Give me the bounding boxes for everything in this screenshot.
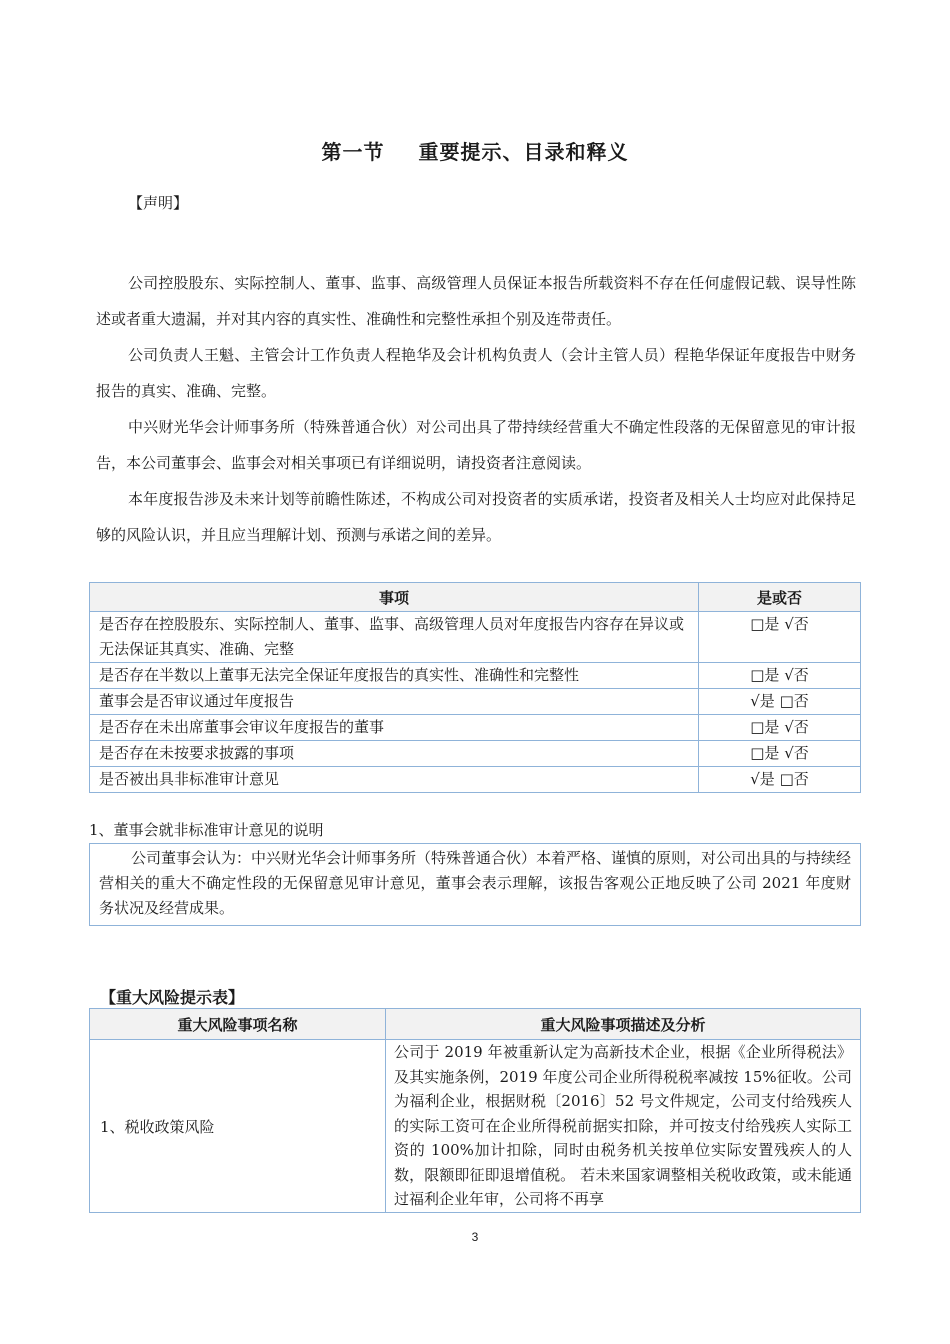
table-row	[90, 612, 861, 663]
row-answer: □是 √否	[699, 612, 861, 663]
risk-name: 1、税收政策风险	[90, 1040, 386, 1213]
risk-table	[89, 1008, 861, 1213]
matters-table	[89, 582, 861, 793]
paragraph-2: 公司负责人王魁、主管会计工作负责人程艳华及会计机构负责人（会计主管人员）程艳华保证年度报告中财务报告的真实、准确、完整。	[96, 346, 856, 400]
table-row	[90, 689, 861, 715]
header-answer: 是或否	[699, 583, 861, 612]
header-risk-name: 重大风险事项名称	[90, 1009, 386, 1040]
row-answer: □是 √否	[699, 715, 861, 741]
table-row	[90, 663, 861, 689]
page-number: 3	[471, 1230, 479, 1244]
paragraph-1: 公司控股股东、实际控制人、董事、监事、高级管理人员保证本报告所载资料不存在任何虚假记载、误导性陈述或者重大遗漏，并对其内容的真实性、准确性和完整性承担个别及连带责任。	[96, 274, 856, 328]
paragraph-4: 本年度报告涉及未来计划等前瞻性陈述，不构成公司对投资者的实质承诺，投资者及相关人士均应对此保持足够的风险认识，并且应当理解计划、预测与承诺之间的差异。	[96, 490, 856, 544]
row-item: 是否存在半数以上董事无法完全保证年度报告的真实性、准确性和完整性	[90, 663, 699, 689]
table-row	[90, 741, 861, 767]
table-header-row	[90, 583, 861, 612]
board-note-text: 公司董事会认为：中兴财光华会计师事务所（特殊普通合伙）本着严格、谨慎的原则，对公司出具的与持续经营相关的重大不确定性段的无保留意见审计意见，董事会表示理解，该报告客观公正地反映了公司 2021 年度财务状况及经营成果。	[89, 843, 861, 926]
declaration-label: 【声明】	[128, 194, 189, 212]
row-item: 是否存在控股股东、实际控制人、董事、监事、高级管理人员对年度报告内容存在异议或无法保证其真实、准确、完整	[90, 612, 699, 663]
row-answer: □是 √否	[699, 663, 861, 689]
paragraph-3: 中兴财光华会计师事务所（特殊普通合伙）对公司出具了带持续经营重大不确定性段落的无保留意见的审计报告，本公司董事会、监事会对相关事项已有详细说明，请投资者注意阅读。	[96, 418, 856, 472]
row-answer: √是 □否	[699, 767, 861, 793]
section-title	[0, 136, 950, 165]
section-name: 重要提示、目录和释义	[418, 140, 629, 164]
row-item: 董事会是否审议通过年度报告	[90, 689, 699, 715]
row-item: 是否存在未按要求披露的事项	[90, 741, 699, 767]
row-answer: √是 □否	[699, 689, 861, 715]
row-item: 是否存在未出席董事会审议年度报告的董事	[90, 715, 699, 741]
section-number: 第一节	[321, 140, 385, 164]
table-row	[90, 1040, 861, 1213]
table-header-row	[90, 1009, 861, 1040]
board-note-heading: 1、董事会就非标准审计意见的说明	[89, 821, 324, 839]
table-row	[90, 767, 861, 793]
risk-description: 公司于 2019 年被重新认定为高新技术企业，根据《企业所得税法》及其实施条例，2019 年度公司企业所得税税率减按 15%征收。公司为福利企业，根据财税〔2016〕52 号文件规定，公司支付给残疾人的实际工资可在企业所得税前据实扣除，并可按支付给残疾人实际工资的 100%加计扣除，同时由税务机关按单位实际安置残疾人的人数，限额即征即退增值税。 若未来国家调整相关税收政策，或未能通过福利企业年审，公司将不再享	[386, 1040, 861, 1213]
risk-table-heading: 【重大风险提示表】	[100, 988, 245, 1007]
row-item: 是否被出具非标准审计意见	[90, 767, 699, 793]
table-row	[90, 715, 861, 741]
header-risk-description: 重大风险事项描述及分析	[386, 1009, 861, 1040]
row-answer: □是 √否	[699, 741, 861, 767]
header-item: 事项	[90, 583, 699, 612]
